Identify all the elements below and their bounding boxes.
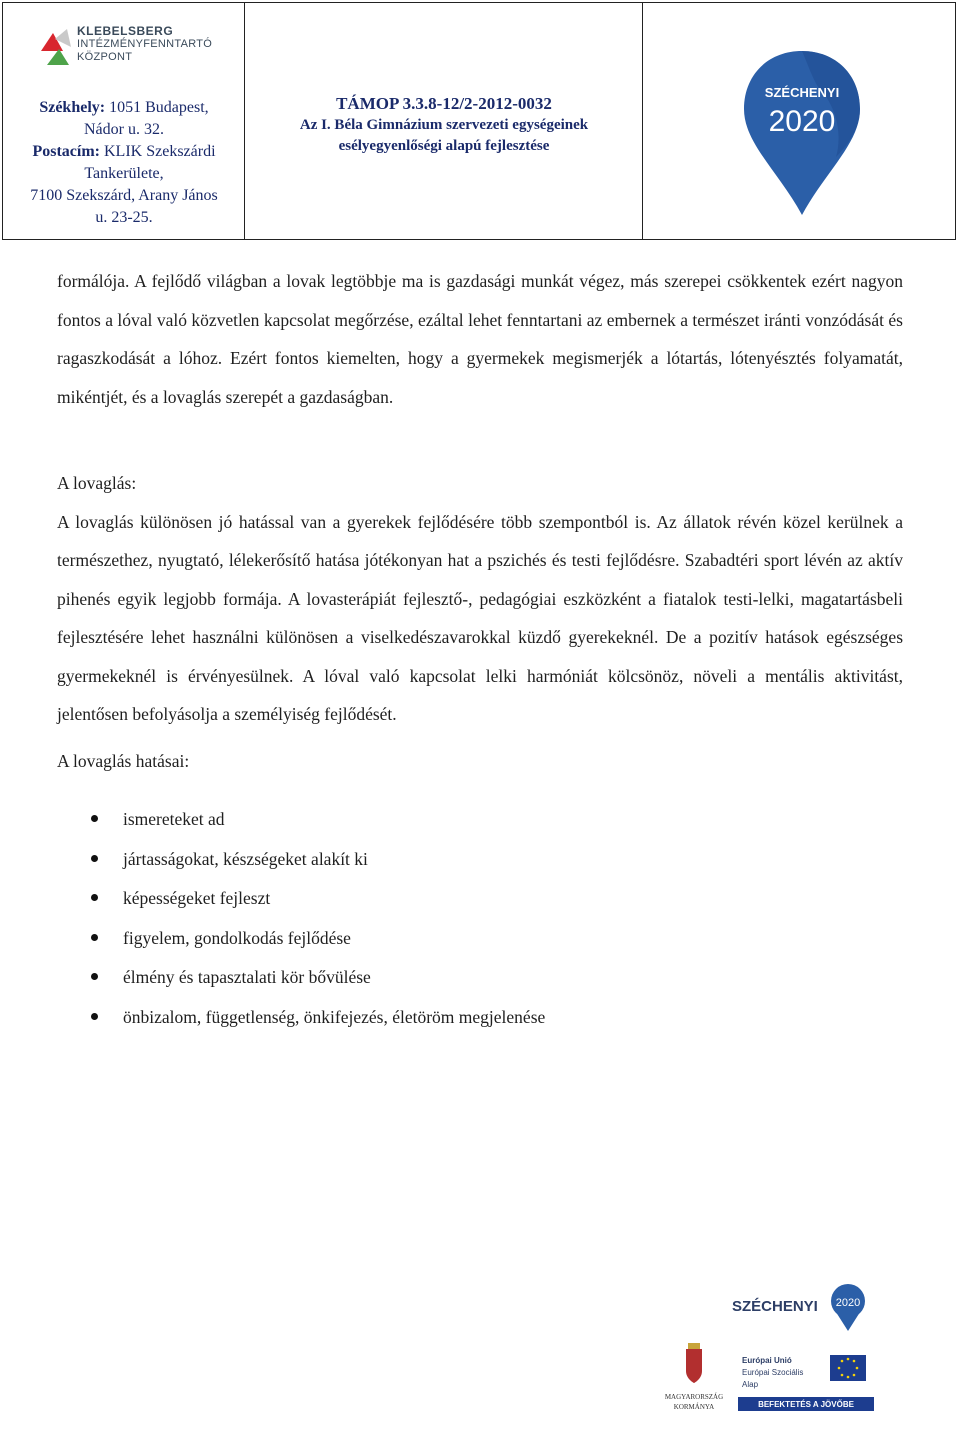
szechenyi-2020-logo-icon xyxy=(738,47,866,219)
seat-label: Székhely: xyxy=(39,99,106,116)
postal-number: u. 23-25. xyxy=(95,209,153,226)
coat-of-arms-icon xyxy=(686,1343,702,1383)
slogan-text: BEFEKTETÉS A JÖVŐBE xyxy=(758,1400,854,1409)
header-right-cell xyxy=(643,3,955,239)
list-item-text: ismereteket ad xyxy=(123,809,225,829)
list-item-text: élmény és tapasztalati kör bővülése xyxy=(123,967,371,987)
list-item-text: önbizalom, függetlenség, önkifejezés, életöröm megjelenése xyxy=(123,1006,546,1027)
project-info xyxy=(245,93,643,157)
seat-value: 1051 Budapest, xyxy=(109,99,209,116)
postal-value: KLIK Szekszárdi xyxy=(104,143,216,160)
project-title-line2: esélyegyenlőségi alapú fejlesztése xyxy=(338,138,550,154)
bullet-icon xyxy=(91,894,98,901)
gov-line2: KORMÁNYA xyxy=(673,1403,715,1411)
eu-line3: Alap xyxy=(742,1380,759,1389)
list-item xyxy=(57,958,903,998)
eu-line2: Európai Szociális xyxy=(742,1368,804,1377)
szechenyi-name: SZÉCHENYI xyxy=(764,85,840,100)
szechenyi-year: 2020 xyxy=(768,105,836,138)
paragraph-1: formálója. A fejlődő világban a lovak legtöbbje ma is gazdasági munkát végez, más szerepei csökkentek ezért nagyon fontos a lóval való közvetlen kapcsolat megőrzése, ezáltal lehet fenntartani az embernek a természet iránti vonzódását és ragaszkodását a lóhoz. Ezért fontos kiemelten, hogy a gyermekek megismerjék a lótartás, lótenyésztés folyamatát, mikéntjét, és a lovaglás szerepét a gazdaságban. xyxy=(57,271,903,407)
document-header xyxy=(2,2,956,240)
list-item xyxy=(57,998,903,1038)
heading-lovaglas: A lovaglás: xyxy=(57,473,137,493)
postal-district: Tankerülete, xyxy=(84,165,164,182)
bullet-icon xyxy=(91,934,98,941)
seat-street: Nádor u. 32. xyxy=(84,121,164,138)
document-body xyxy=(57,262,903,1037)
heading-hatasai: A lovaglás hatásai: xyxy=(57,750,190,771)
klik-line1: KLEBELSBERG xyxy=(77,24,174,38)
list-item xyxy=(57,879,903,919)
project-title-line1: Az I. Béla Gimnázium szervezeti egységeinek xyxy=(299,117,589,133)
bullet-icon xyxy=(91,1013,98,1020)
footer-logo-block xyxy=(650,1275,880,1425)
postal-city: 7100 Szekszárd, Arany János xyxy=(30,187,218,204)
project-code: TÁMOP 3.3.8-12/2-2012-0032 xyxy=(336,94,552,113)
list-item xyxy=(57,840,903,880)
list-item-text: jártasságokat, készségeket alakít ki xyxy=(123,848,368,869)
bullet-icon xyxy=(91,855,98,862)
list-item xyxy=(57,800,903,840)
list-item xyxy=(57,919,903,959)
paragraph-2: A lovaglás különösen jó hatással van a gyerekek fejlődésére több szempontból is. Az állatok révén közel kerülnek a természethez, nyugtató, lélekerősítő hatása jótékonyan hat a pszichés és testi fejlődésre. Szabadtéri sport lévén az aktív pihenés egyik legjobb formája. A lovasterápiát fejlesztő-, pedagógiai eszközként a fiatalok testi-lelki, magatartásbeli fejlesztésére lehet használni különösen a viselkedészavarokkal küzdő gyerekeknél. De a pozitív hatások egészséges gyermekeknél is érvényesülnek. A lóval való kapcsolat lelki harmóniát kölcsönöz, növeli a mentális aktivitást, jelentősen befolyásolja a személyiség fejlődését. xyxy=(57,511,903,724)
header-left-cell xyxy=(3,3,245,239)
klik-line2: INTÉZMÉNYFENNTARTÓ xyxy=(77,38,213,50)
eu-line1: Európai Unió xyxy=(742,1356,792,1365)
klik-logo-text xyxy=(77,25,212,64)
bullet-icon xyxy=(91,973,98,980)
gov-line1: MAGYARORSZÁG xyxy=(664,1393,724,1401)
footer-szechenyi-year: 2020 xyxy=(835,1297,861,1309)
list-item-text: figyelem, gondolkodás fejlődése xyxy=(123,927,351,948)
effects-list xyxy=(57,800,903,1037)
header-middle-cell xyxy=(245,3,643,239)
list-item-text: képességeket fejleszt xyxy=(123,888,271,908)
bullet-icon xyxy=(91,815,98,822)
klik-line3: KÖZPONT xyxy=(77,51,133,63)
postal-label: Postacím: xyxy=(32,143,100,160)
address-block xyxy=(3,97,245,229)
footer-szechenyi-name: SZÉCHENYI xyxy=(732,1298,818,1315)
